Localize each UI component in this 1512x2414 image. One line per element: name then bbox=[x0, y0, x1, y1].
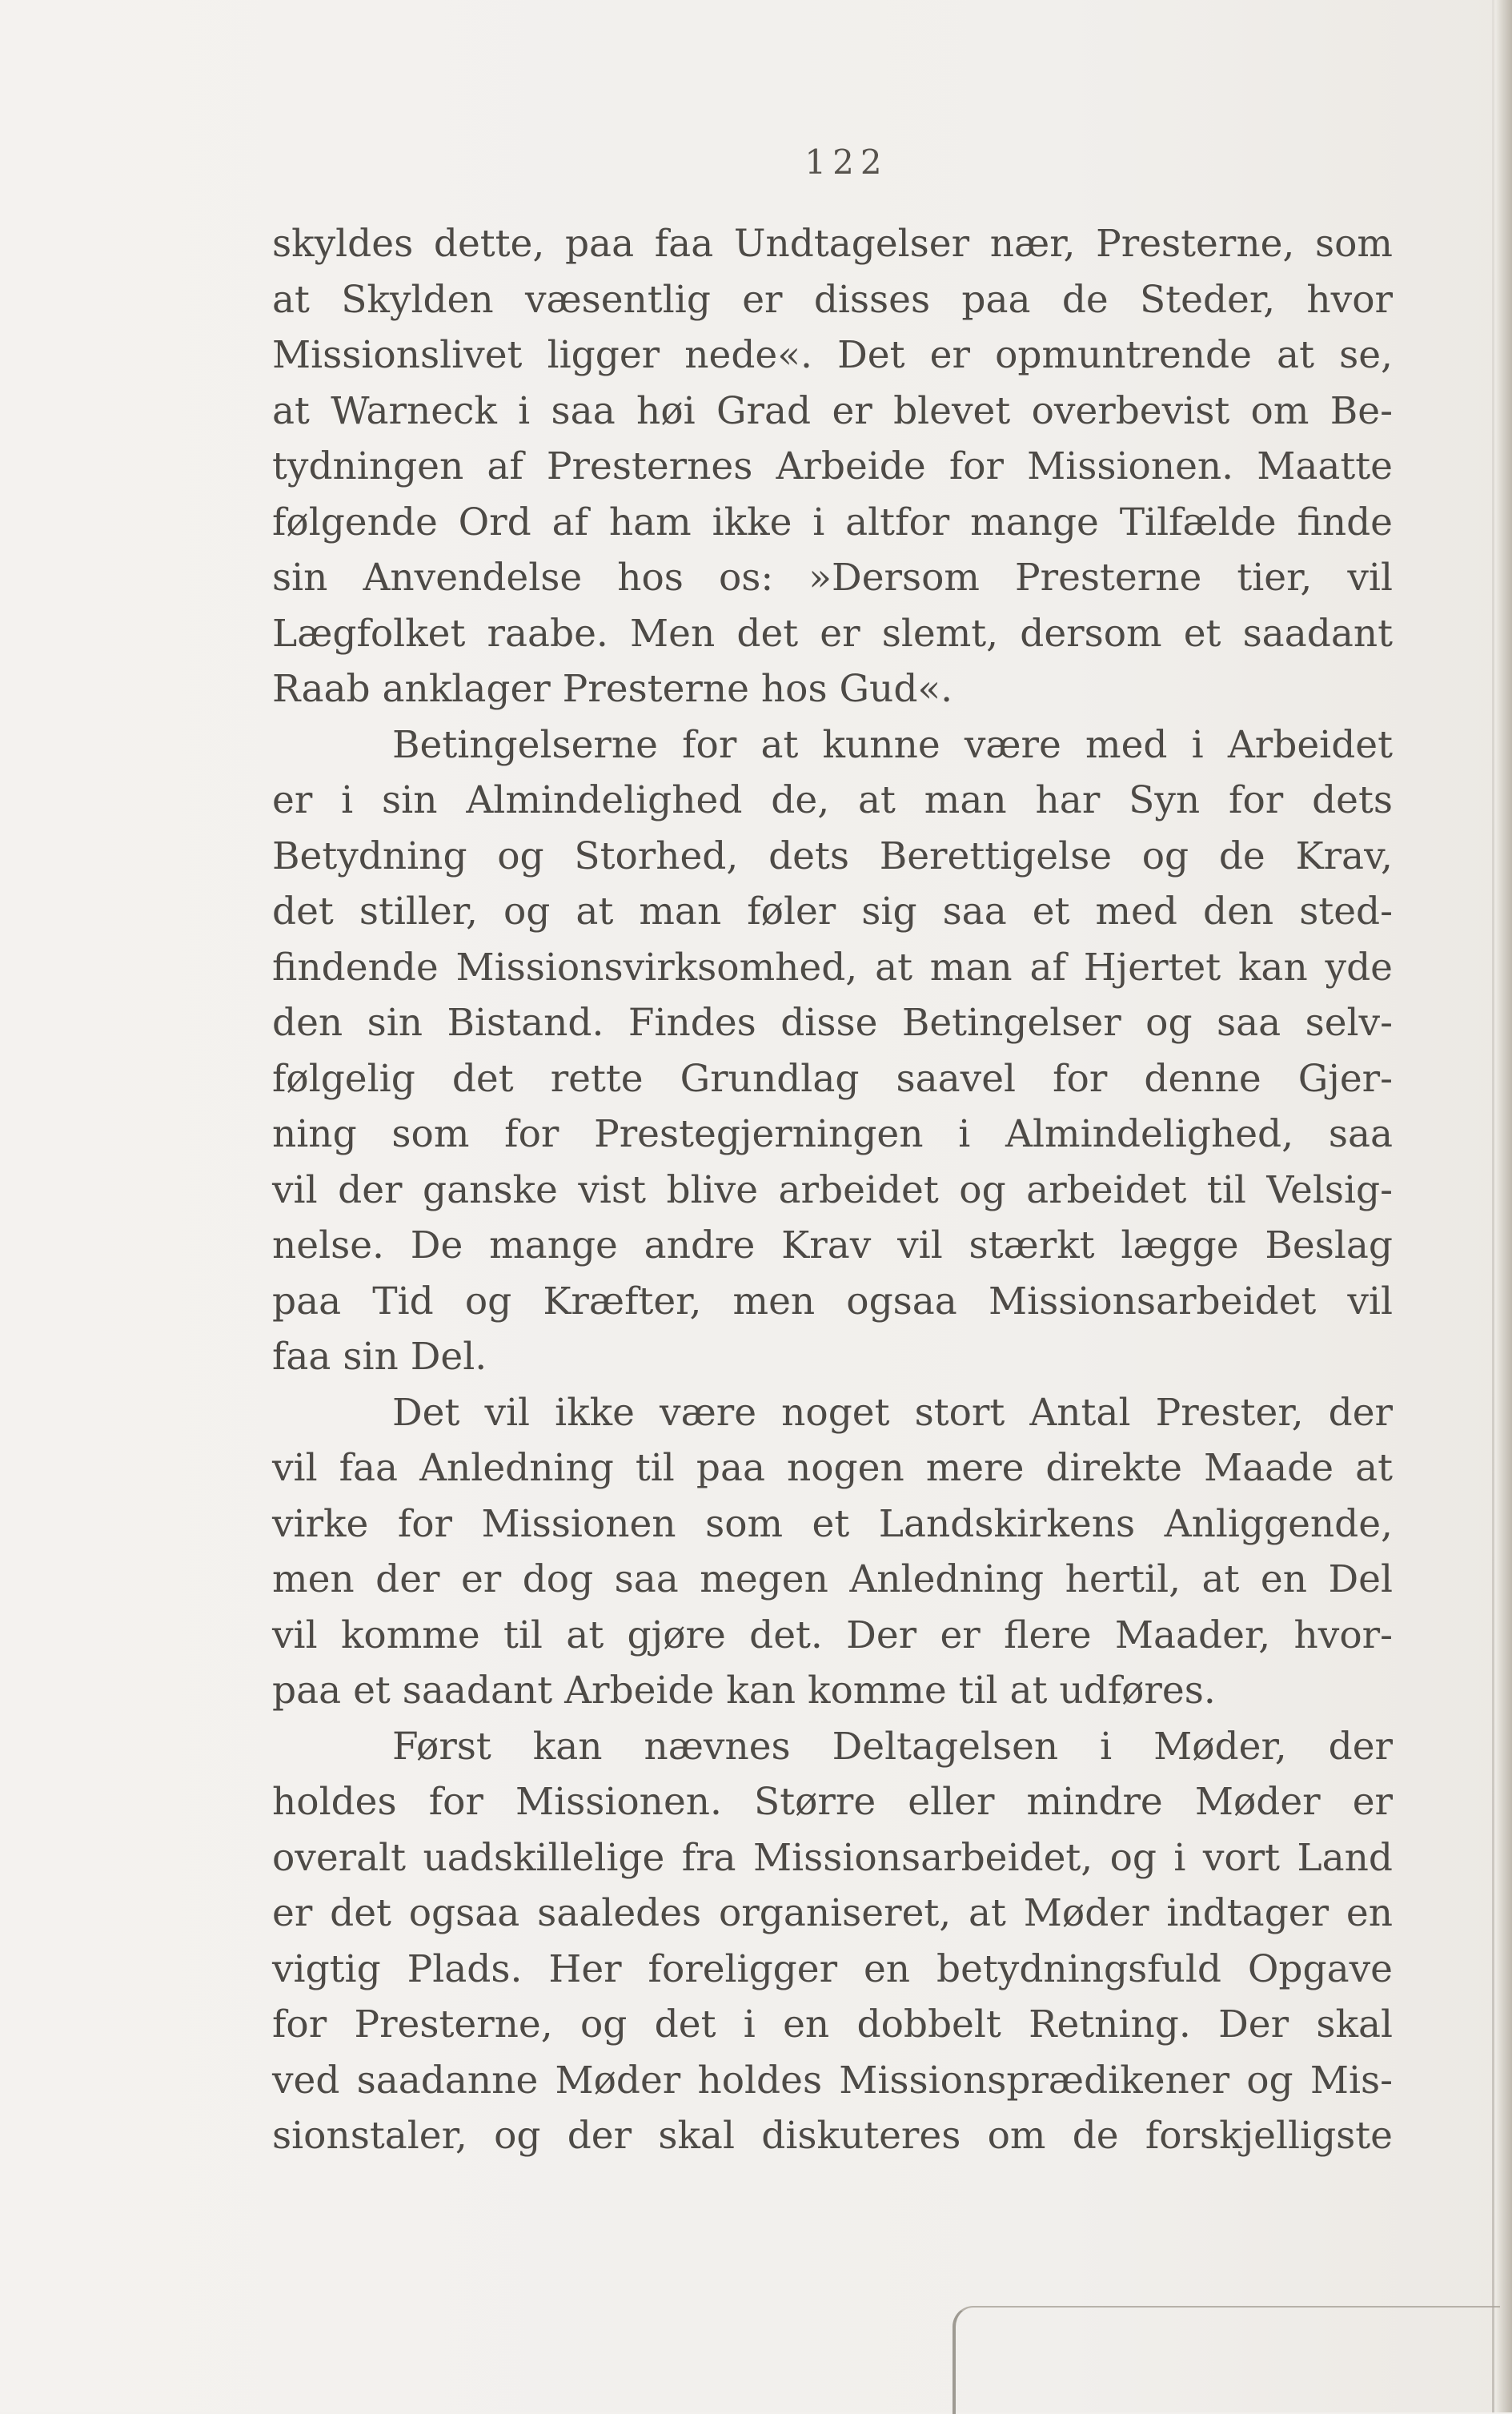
text-line: overalt uadskillelige fra Missionsarbeidet, og i vort Land bbox=[272, 1835, 1393, 1880]
text-line: vil faa Anledning til paa nogen mere direkte Maade at bbox=[272, 1446, 1393, 1490]
text-line: at Warneck i saa høi Grad er blevet overbevist om Be- bbox=[272, 388, 1393, 433]
paragraph-start-line: Betingelserne for at kunne være med i Arbeidet bbox=[392, 722, 1393, 767]
text-line: paa et saadant Arbeide kan komme til at udføres. bbox=[272, 1669, 1216, 1713]
text-line: vil komme til at gjøre det. Der er flere Maader, hvor- bbox=[272, 1613, 1393, 1657]
text-line: for Presterne, og det i en dobbelt Retning. Der skal bbox=[272, 2002, 1393, 2046]
text-line: faa sin Del. bbox=[272, 1335, 487, 1379]
text-line: sin Anvendelse hos os: »Dersom Presterne tier, vil bbox=[272, 556, 1393, 600]
paragraph-start-line: Først kan nævnes Deltagelsen i Møder, der bbox=[392, 1724, 1393, 1769]
text-line: det stiller, og at man føler sig saa et med den sted- bbox=[272, 890, 1393, 934]
page-shadow-line bbox=[1492, 0, 1494, 2412]
page-edge bbox=[1496, 0, 1512, 2412]
text-line: er i sin Almindelighed de, at man har Syn for dets bbox=[272, 778, 1393, 822]
page-text bbox=[272, 216, 1393, 2164]
text-line: Betydning og Storhed, dets Berettigelse og de Krav, bbox=[272, 833, 1393, 878]
paragraph-start-line: Det vil ikke være noget stort Antal Prester, der bbox=[392, 1390, 1393, 1435]
text-line: Lægfolket raabe. Men det er slemt, dersom et saadant bbox=[272, 611, 1393, 656]
text-line: sionstaler, og der skal diskuteres om de forskjelligste bbox=[272, 2114, 1393, 2158]
text-line: vigtig Plads. Her foreligger en betydningsfuld Opgave bbox=[272, 1946, 1393, 1991]
text-line: følgende Ord af ham ikke i altfor mange Tilfælde finde bbox=[272, 500, 1393, 544]
text-line: følgelig det rette Grundlag saavel for denne Gjer- bbox=[272, 1056, 1393, 1101]
text-line: nelse. De mange andre Krav vil stærkt lægge Beslag bbox=[272, 1223, 1393, 1267]
text-line: paa Tid og Kræfter, men ogsaa Missionsarbeidet vil bbox=[272, 1279, 1393, 1323]
page-number: 122 bbox=[804, 143, 888, 182]
text-line: den sin Bistand. Findes disse Betingelser og saa selv- bbox=[272, 1001, 1393, 1045]
text-line: findende Missionsvirksomhed, at man af Hjertet kan yde bbox=[272, 945, 1393, 990]
text-line: vil der ganske vist blive arbeidet og arbeidet til Velsig- bbox=[272, 1167, 1393, 1212]
text-line: skyldes dette, paa faa Undtagelser nær, Presterne, som bbox=[272, 222, 1393, 266]
text-line: at Skylden væsentlig er disses paa de Steder, hvor bbox=[272, 277, 1393, 322]
text-line: ning som for Prestegjerningen i Almindelighed, saa bbox=[272, 1112, 1393, 1156]
text-line: men der er dog saa megen Anledning hertil, at en Del bbox=[272, 1557, 1393, 1601]
text-line: virke for Missionen som et Landskirkens Anliggende, bbox=[272, 1501, 1393, 1546]
text-line: Raab anklager Presterne hos Gud«. bbox=[272, 667, 953, 711]
text-line: er det ogsaa saaledes organiseret, at Møder indtager en bbox=[272, 1891, 1393, 1935]
text-line: ved saadanne Møder holdes Missionsprædikener og Mis- bbox=[272, 2058, 1393, 2103]
text-line: holdes for Missionen. Større eller mindre Møder er bbox=[272, 1780, 1393, 1824]
text-line: Missionslivet ligger nede«. Det er opmuntrende at se, bbox=[272, 333, 1393, 377]
page-corner-mark bbox=[953, 2306, 1500, 2414]
text-line: tydningen af Presternes Arbeide for Missionen. Maatte bbox=[272, 444, 1393, 488]
